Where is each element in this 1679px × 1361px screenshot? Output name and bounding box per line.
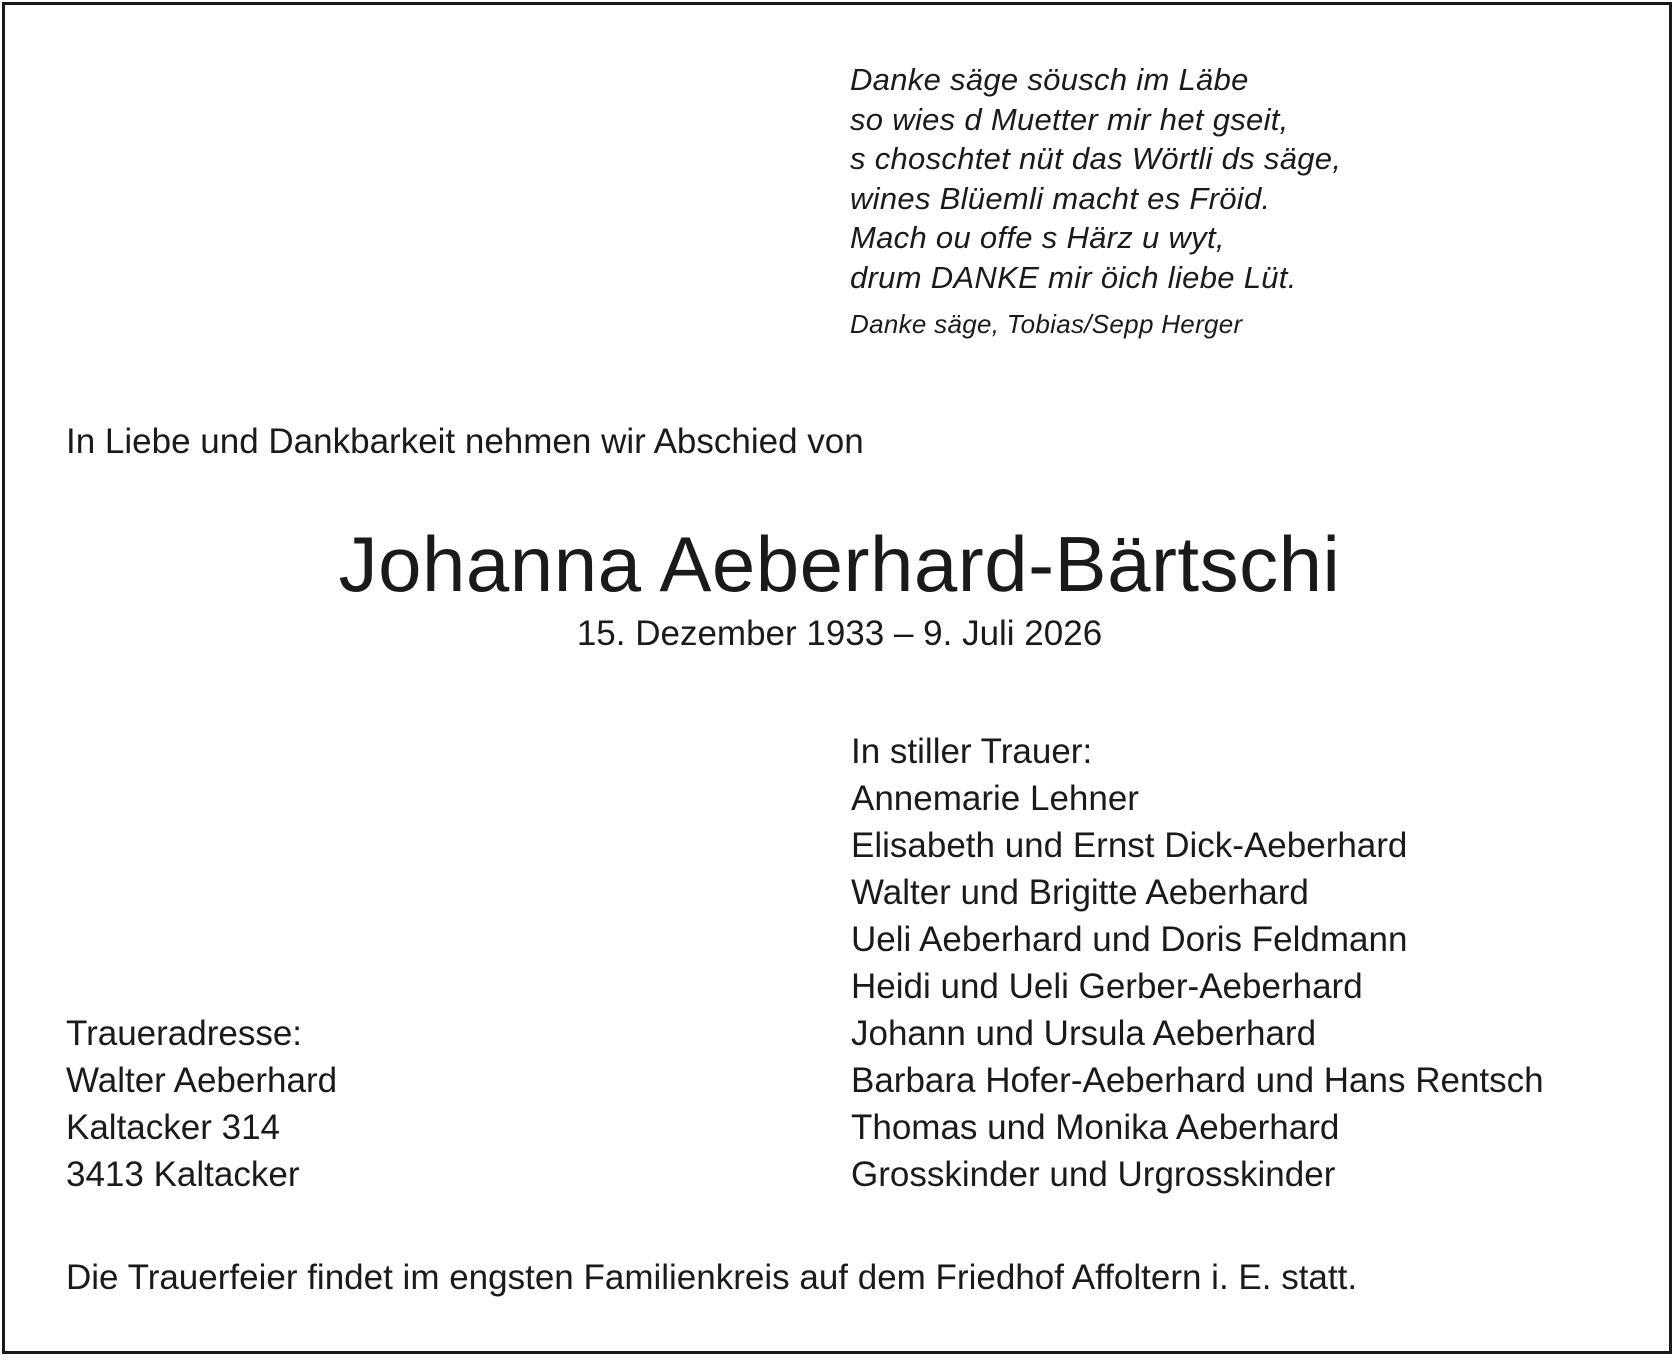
poem-line: wines Blüemli macht es Fröid.	[850, 180, 1271, 216]
poem-line: Danke säge söusch im Läbe	[850, 62, 1249, 97]
intro-text: In Liebe und Dankbarkeit nehmen wir Abschied von	[66, 422, 864, 461]
mourners-list	[851, 728, 1544, 1198]
address-line: Kaltacker 314	[66, 1108, 281, 1147]
address-line: Walter Aeberhard	[66, 1061, 338, 1100]
mourner-name: Grosskinder und Urgrosskinder	[851, 1155, 1336, 1194]
mourner-name: Walter und Brigitte Aeberhard	[851, 873, 1309, 912]
mourner-name: Annemarie Lehner	[851, 779, 1139, 818]
mourner-name: Johann und Ursula Aeberhard	[851, 1014, 1317, 1053]
address-heading: Traueradresse:	[66, 1014, 303, 1053]
address-line: 3413 Kaltacker	[66, 1155, 300, 1194]
poem-line: drum DANKE mir öich liebe Lüt.	[850, 259, 1297, 295]
mourners-heading: In stiller Trauer:	[851, 732, 1093, 771]
poem-line: so wies d Muetter mir het gseit,	[850, 101, 1289, 137]
mourning-address	[66, 1010, 337, 1198]
mourner-name: Elisabeth und Ernst Dick-Aeberhard	[851, 826, 1408, 865]
poem-line: s choschtet nüt das Wörtli ds säge,	[850, 141, 1342, 176]
poem-credit: Danke säge, Tobias/Sepp Herger	[850, 309, 1243, 339]
poem-block	[850, 60, 1341, 339]
mourner-name: Ueli Aeberhard und Doris Feldmann	[851, 920, 1408, 959]
funeral-note: Die Trauerfeier findet im engsten Familienkreis auf dem Friedhof Affoltern i. E. statt.	[66, 1258, 1358, 1297]
poem-line: Mach ou offe s Härz u wyt,	[850, 220, 1225, 255]
mourner-name: Heidi und Ueli Gerber-Aeberhard	[851, 967, 1363, 1006]
mourner-name: Thomas und Monika Aeberhard	[851, 1108, 1340, 1147]
deceased-name: Johanna Aeberhard-Bärtschi	[338, 520, 1341, 608]
mourner-name: Barbara Hofer-Aeberhard und Hans Rentsch	[851, 1061, 1544, 1100]
deceased-dates: 15. Dezember 1933 – 9. Juli 2026	[576, 614, 1103, 653]
